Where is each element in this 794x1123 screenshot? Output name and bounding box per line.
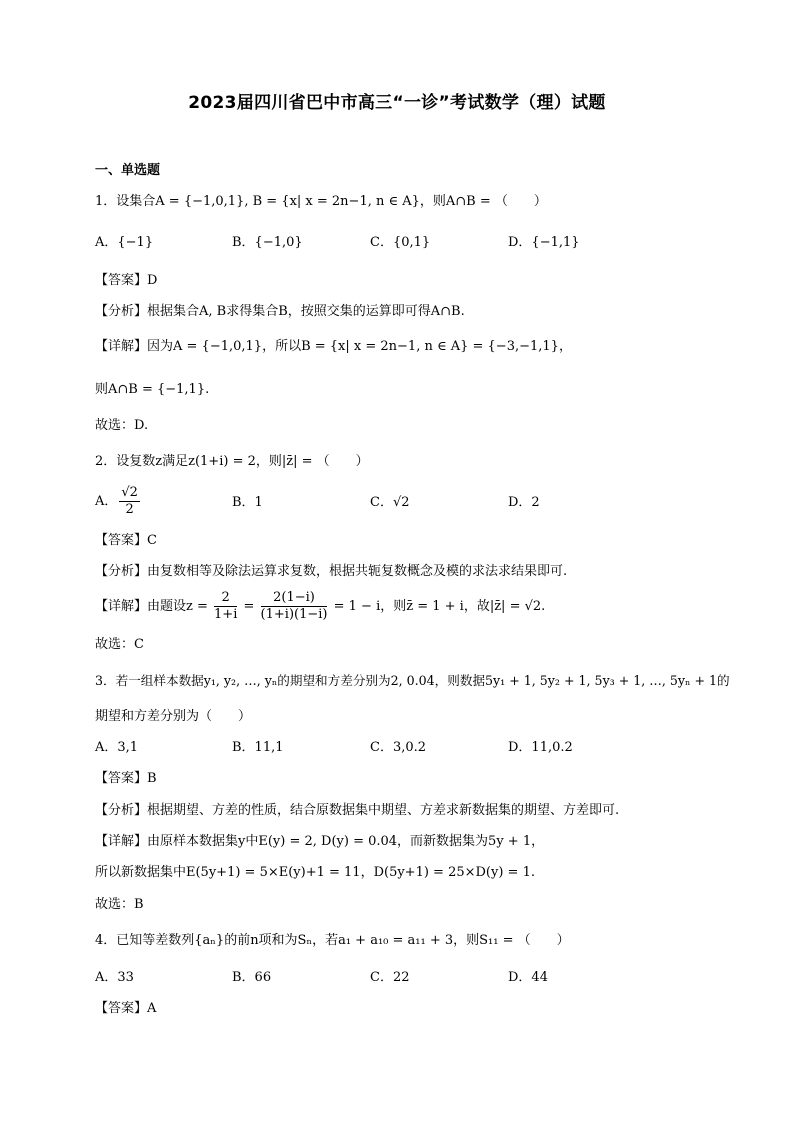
- answer-tag: 【答案】: [95, 771, 148, 786]
- detail-text: 因为A = {−1,0,1}，所以B = {x| x = 2n−1, n ∈ A} = {−3,−1,1}，: [147, 339, 572, 354]
- q2-option-a-prefix: A．: [95, 494, 118, 509]
- q4-option-a: A．33: [95, 970, 134, 985]
- q2-option-a-fraction: [119, 485, 140, 518]
- detail-tag: 【详解】: [95, 599, 148, 614]
- q3-option-b: B．11,1: [232, 740, 284, 755]
- q1-choose: 故选：D.: [95, 418, 149, 433]
- q1-option-d: D．{−1,1}: [508, 235, 580, 250]
- q1-option-b: B．{−1,0}: [232, 235, 303, 250]
- analysis-text: 根据集合A, B求得集合B，按照交集的运算即可得A∩B.: [147, 304, 465, 319]
- q3-analysis: [95, 802, 619, 820]
- q3-answer: [95, 770, 157, 788]
- q2-option-c: C．√2: [370, 495, 410, 510]
- fraction-numerator: 2(1−i): [261, 590, 328, 607]
- detail-text-c: = 1 − i，则z̄ = 1 + i，故|z̄| = √2.: [333, 599, 546, 614]
- q3-option-a: A．3,1: [95, 740, 139, 755]
- q2-detail: [95, 590, 545, 623]
- q3-detail-2: 所以新数据集中E(5y+1) = 5×E(y)+1 = 11，D(5y+1) = 25×D(y) = 1.: [95, 865, 535, 880]
- analysis-tag: 【分析】: [95, 564, 148, 579]
- q3-stem: 3．若一组样本数据y₁, y₂, …, yₙ的期望和方差分别为2, 0.04，则数据5y₁ + 1, 5y₂ + 1, 5y₃ + 1, …, 5yₙ + 1的: [95, 673, 730, 688]
- fraction-denominator: (1+i)(1−i): [260, 607, 328, 622]
- answer-value: D: [147, 273, 158, 288]
- q4-answer: [95, 1000, 156, 1018]
- q1-option-c: C．{0,1}: [370, 235, 431, 250]
- q1-option-a: A．{−1}: [95, 235, 154, 250]
- q2-answer: [95, 532, 157, 550]
- fraction-numerator: √2: [121, 485, 138, 500]
- fraction-numerator: 2: [214, 590, 237, 607]
- q3-option-c: C．3,0.2: [370, 740, 427, 755]
- analysis-tag: 【分析】: [95, 803, 148, 818]
- detail-text-a: 由题设z =: [147, 599, 208, 614]
- q2-option-a: [95, 485, 142, 518]
- q2-stem: 2．设复数z满足z(1+i) = 2，则|z̄| = （ ）: [95, 454, 369, 469]
- analysis-tag: 【分析】: [95, 304, 148, 319]
- detail-tag: 【详解】: [95, 339, 148, 354]
- q1-stem: 1．设集合A = {−1,0,1}, B = {x| x = 2n−1, n ∈ A}，则A∩B = （ ）: [95, 194, 547, 209]
- detail-tag: 【详解】: [95, 834, 148, 849]
- q4-option-c: C．22: [370, 970, 410, 985]
- answer-tag: 【答案】: [95, 273, 148, 288]
- q1-detail: [95, 338, 572, 356]
- fraction-2: [261, 590, 328, 623]
- detail-text: 由原样本数据集y中E(y) = 2, D(y) = 0.04，而新数据集为5y + 1，: [147, 834, 545, 849]
- analysis-text: 由复数相等及除法运算求复数，根据共轭复数概念及模的求法求结果即可.: [147, 564, 568, 579]
- q1-analysis: [95, 303, 465, 321]
- q4-option-d: D．44: [508, 970, 548, 985]
- answer-value: A: [147, 1001, 157, 1016]
- fraction-denominator: 1+i: [214, 607, 238, 622]
- q3-stem-2: 期望和方差分别为（ ）: [95, 709, 252, 724]
- answer-tag: 【答案】: [95, 1001, 148, 1016]
- page-title: 2023届四川省巴中市高三“一诊”考试数学（理）试题: [188, 93, 606, 113]
- q2-analysis: [95, 563, 567, 581]
- q3-choose: 故选：B: [95, 897, 144, 912]
- q4-stem: 4．已知等差数列{aₙ}的前n项和为Sₙ，若a₁ + a₁₀ = a₁₁ + 3，则S₁₁ = （ ）: [95, 933, 570, 948]
- analysis-text: 根据期望、方差的性质，结合原数据集中期望、方差求新数据集的期望、方差即可.: [147, 803, 620, 818]
- fraction-denominator: 2: [125, 502, 134, 517]
- q3-option-d: D．11,0.2: [508, 740, 573, 755]
- fraction-1: [214, 590, 237, 623]
- q4-option-b: B．66: [232, 970, 272, 985]
- q2-option-b: B．1: [232, 495, 263, 510]
- answer-value: C: [147, 533, 157, 548]
- q2-option-d: D．2: [508, 495, 540, 510]
- detail-text-b: =: [243, 599, 255, 614]
- answer-value: B: [147, 771, 157, 786]
- answer-tag: 【答案】: [95, 533, 148, 548]
- q1-answer: [95, 272, 157, 290]
- section-heading: 一、单选题: [95, 163, 161, 178]
- q1-detail-2: 则A∩B = {−1,1}.: [95, 382, 210, 397]
- q2-choose: 故选：C: [95, 637, 144, 652]
- q3-detail: [95, 833, 544, 851]
